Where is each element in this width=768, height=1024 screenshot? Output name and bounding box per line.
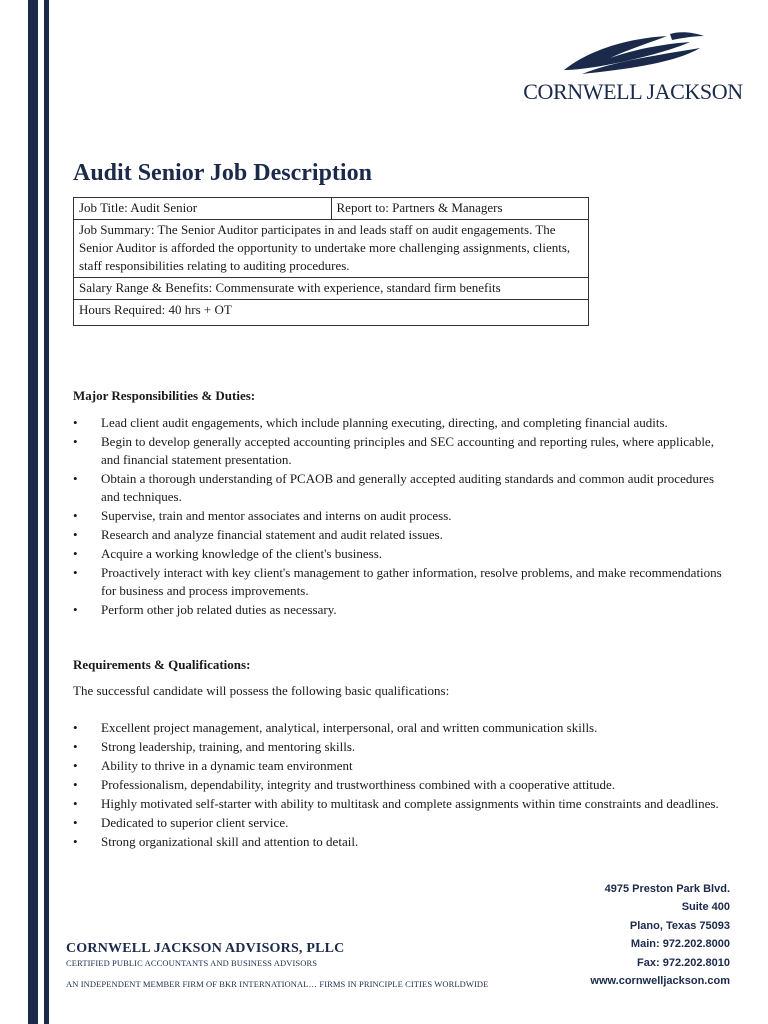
responsibilities-heading: Major Responsibilities & Duties: [73,388,256,403]
list-item: • Strong organizational skill and attention to detail. [73,833,723,851]
job-summary-cell: Job Summary: The Senior Auditor participates in and leads staff on audit engagements. The Senior Auditor is afforded the opportunity to undertake more challenging assignments, clients, staff responsibilities relating to auditing procedures. [74,220,589,278]
table-row [74,198,589,220]
footer-firm-subtitle: CERTIFIED PUBLIC ACCOUNTANTS AND BUSINESS ADVISORS [66,958,318,968]
job-info-table [73,197,589,326]
table-row [74,300,589,326]
requirements-heading: Requirements & Qualifications: [73,657,251,672]
address-suite: Suite 400 [681,901,730,914]
list-item: • Begin to develop generally accepted accounting principles and SEC accounting and reporting rules, where applicable, and financial statement presentation. [73,433,723,469]
swoosh-logo-icon [562,30,707,76]
page-title: Audit Senior Job Description [73,160,372,186]
list-item: • Perform other job related duties as necessary. [73,601,723,619]
address-street: 4975 Preston Park Blvd. [604,883,730,895]
requirements-intro: The successful candidate will possess the following basic qualifications: [73,683,450,698]
report-to-cell: Report to: Partners & Managers [331,198,589,220]
list-item: • Proactively interact with key client's management to gather information, resolve problems, and make recommendations for business and process improvements. [73,564,723,600]
phone-main: Main: 972.202.8000 [630,938,730,951]
logo-wordmark: CORNWELL JACKSON [523,79,743,104]
list-item: • Lead client audit engagements, which include planning executing, directing, and completing financial audits. [73,414,723,432]
list-item: • Excellent project management, analytical, interpersonal, oral and written communication skills. [73,719,723,737]
contact-address-block [590,880,730,990]
requirements-list [73,719,723,852]
phone-fax: Fax: 972.202.8010 [637,956,730,969]
list-item: • Acquire a working knowledge of the client's business. [73,545,723,563]
left-margin-bar-thin [44,0,49,1024]
list-item: • Ability to thrive in a dynamic team environment [73,757,723,775]
company-logo [520,30,745,110]
footer-member-note: AN INDEPENDENT MEMBER FIRM OF BKR INTERNATIONAL… FIRMS IN PRINCIPLE CITIES WORLDWIDE [66,979,489,989]
left-margin-bar-thick [28,0,38,1024]
table-row [74,278,589,300]
hours-cell: Hours Required: 40 hrs + OT [74,300,589,326]
list-item: • Highly motivated self-starter with ability to multitask and complete assignments within time constraints and deadlines. [73,795,723,813]
list-item: • Research and analyze financial statement and audit related issues. [73,526,723,544]
job-title-cell: Job Title: Audit Senior [74,198,332,220]
responsibilities-list [73,414,723,620]
website-link[interactable]: www.cornwelljackson.com [590,975,730,988]
list-item: • Obtain a thorough understanding of PCAOB and generally accepted auditing standards and common audit procedures and techniques. [73,470,723,506]
list-item: • Dedicated to superior client service. [73,814,723,832]
address-city: Plano, Texas 75093 [629,919,730,932]
list-item: • Professionalism, dependability, integrity and trustworthiness combined with a cooperative attitude. [73,776,723,794]
table-row [74,220,589,278]
footer-firm-name: CORNWELL JACKSON ADVISORS, PLLC [66,941,345,956]
list-item: • Supervise, train and mentor associates and interns on audit process. [73,507,723,525]
salary-cell: Salary Range & Benefits: Commensurate with experience, standard firm benefits [74,278,589,300]
list-item: • Strong leadership, training, and mentoring skills. [73,738,723,756]
